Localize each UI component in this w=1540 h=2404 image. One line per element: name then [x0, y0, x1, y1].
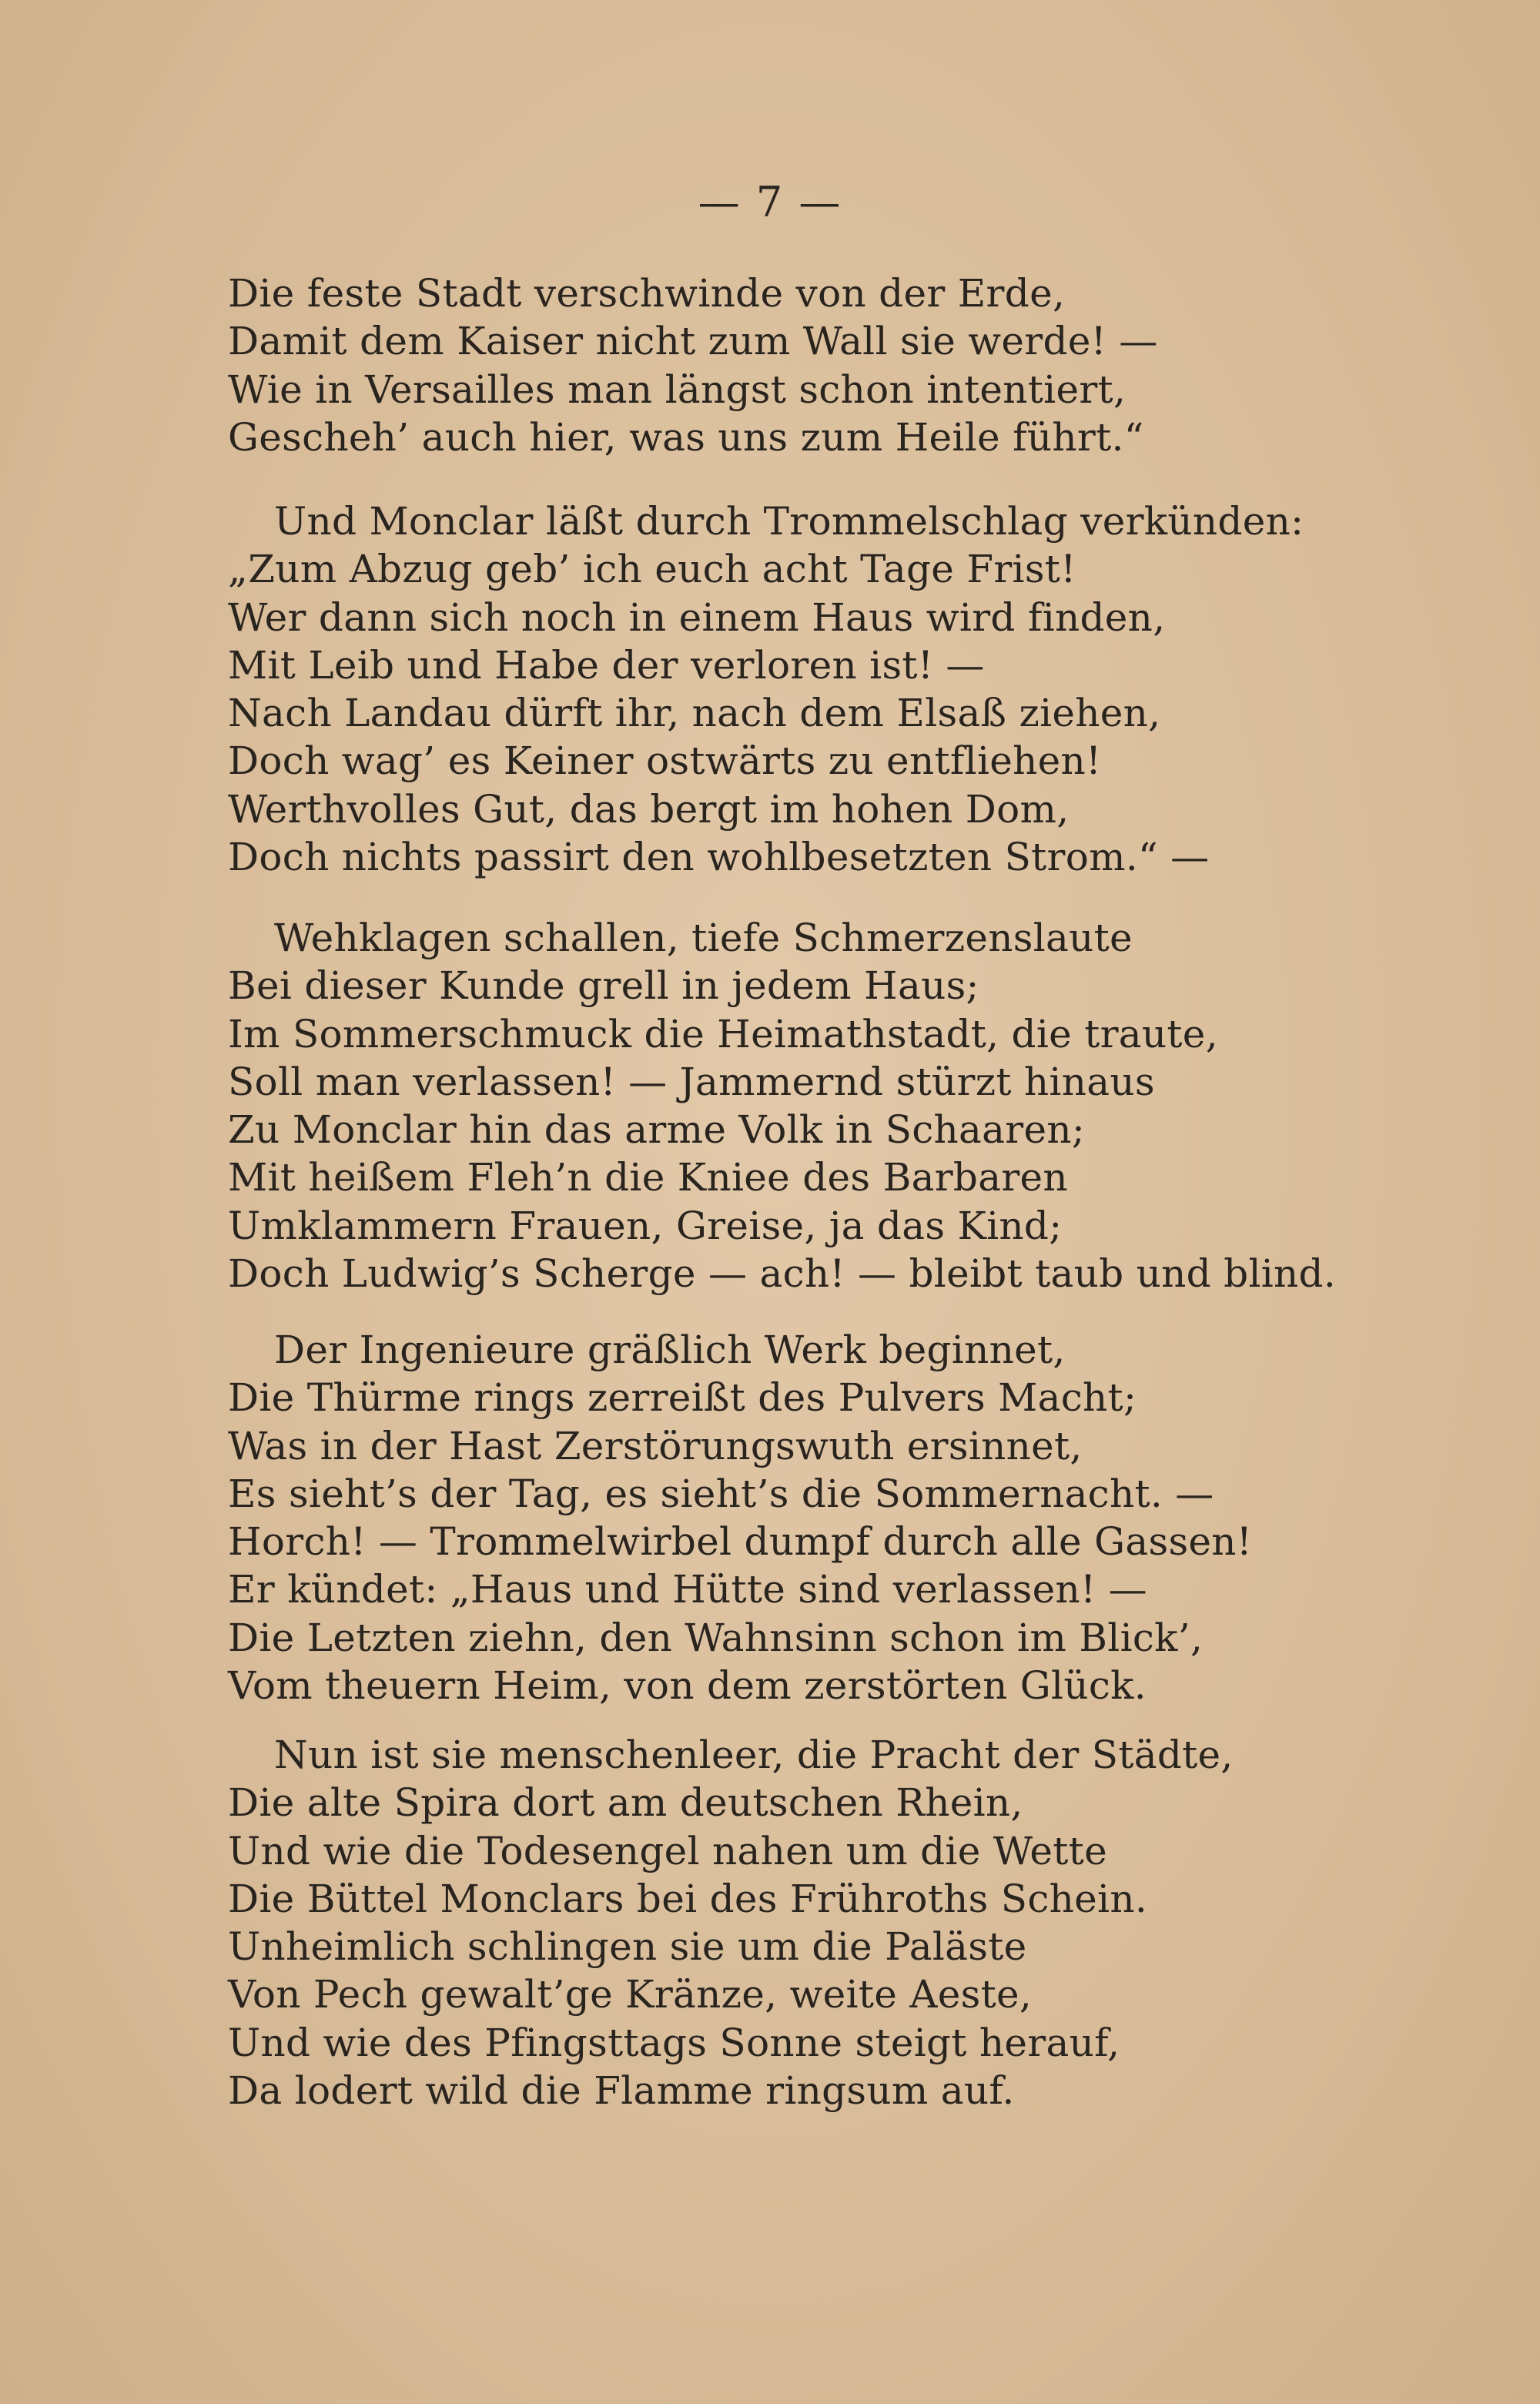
verse-line: Wie in Versailles man längst schon intentiert, [228, 367, 1127, 412]
stanza-4 [228, 1326, 1337, 1709]
verse-line: Die feste Stadt verschwinde von der Erde, [228, 271, 1066, 316]
verse-line: Und wie die Todesengel nahen um die Wette [228, 1828, 1107, 1873]
verse-line: Er kündet: „Haus und Hütte sind verlassen! — [228, 1567, 1147, 1612]
verse-line: Da lodert wild die Flamme ringsum auf. [228, 2068, 1015, 2114]
stanza-1 [228, 270, 1337, 461]
verse-line: Wer dann sich noch in einem Haus wird finden, [228, 594, 1166, 640]
stanza-2 [228, 497, 1337, 881]
verse-line: Wehklagen schallen, tiefe Schmerzenslaute [274, 916, 1133, 960]
verse-line: Die alte Spira dort am deutschen Rhein, [228, 1780, 1023, 1826]
verse-line: Gescheh’ auch hier, was uns zum Heile führt.“ [228, 414, 1144, 460]
verse-line: Es sieht’s der Tag, es sieht’s die Sommernacht. — [228, 1471, 1214, 1516]
verse-line: Vom theuern Heim, von dem zerstörten Glück. [228, 1663, 1147, 1709]
verse-line: Die Büttel Monclars bei des Frühroths Schein. [228, 1876, 1148, 1921]
verse-line: Von Pech gewalt’ge Kränze, weite Aeste, [228, 1972, 1033, 2017]
verse-line: Zu Monclar hin das arme Volk in Schaaren; [228, 1107, 1086, 1153]
verse-line: Im Sommerschmuck die Heimathstadt, die traute, [228, 1011, 1218, 1056]
verse-line: Nun ist sie menschenleer, die Pracht der Städte, [274, 1733, 1234, 1777]
verse-line: Doch Ludwig’s Scherge — ach! — bleibt taub und blind. [228, 1251, 1337, 1297]
verse-line: Der Ingenieure gräßlich Werk beginnet, [274, 1328, 1066, 1372]
verse-line: Mit heißem Fleh’n die Kniee des Barbaren [228, 1155, 1068, 1200]
verse-line: Mit Leib und Habe der verloren ist! — [228, 642, 985, 688]
verse-line: Umklammern Frauen, Greise, ja das Kind; [228, 1203, 1063, 1248]
verse-line: „Zum Abzug geb’ ich euch acht Tage Frist! [228, 547, 1076, 592]
verse-line: Soll man verlassen! — Jammernd stürzt hinaus [228, 1059, 1155, 1104]
verse-line: Doch nichts passirt den wohlbesetzten Strom.“ — [228, 835, 1210, 880]
verse-line: Unheimlich schlingen sie um die Paläste [228, 1924, 1027, 1970]
verse-line: Und Monclar läßt durch Trommelschlag verkünden: [274, 499, 1304, 544]
stanza-5 [228, 1731, 1337, 2114]
verse-line: Horch! — Trommelwirbel dumpf durch alle Gassen! [228, 1519, 1253, 1565]
verse-line: Was in der Hast Zerstörungswuth ersinnet, [228, 1423, 1083, 1468]
verse-line: Die Thürme rings zerreißt des Pulvers Macht; [228, 1375, 1137, 1421]
page-number: — 7 — [698, 178, 842, 226]
verse-line: Die Letzten ziehn, den Wahnsinn schon im Blick’, [228, 1615, 1204, 1660]
verse-line: Und wie des Pfingsttags Sonne steigt herauf, [228, 2020, 1120, 2065]
stanza-3 [228, 914, 1337, 1297]
verse-line: Damit dem Kaiser nicht zum Wall sie werde! — [228, 319, 1158, 364]
verse-line: Werthvolles Gut, das bergt im hohen Dom, [228, 786, 1070, 832]
verse-line: Doch wag’ es Keiner ostwärts zu entfliehen! [228, 738, 1102, 784]
verse-line: Bei dieser Kunde grell in jedem Haus; [228, 963, 979, 1009]
verse-line: Nach Landau dürft ihr, nach dem Elsaß ziehen, [228, 691, 1161, 736]
